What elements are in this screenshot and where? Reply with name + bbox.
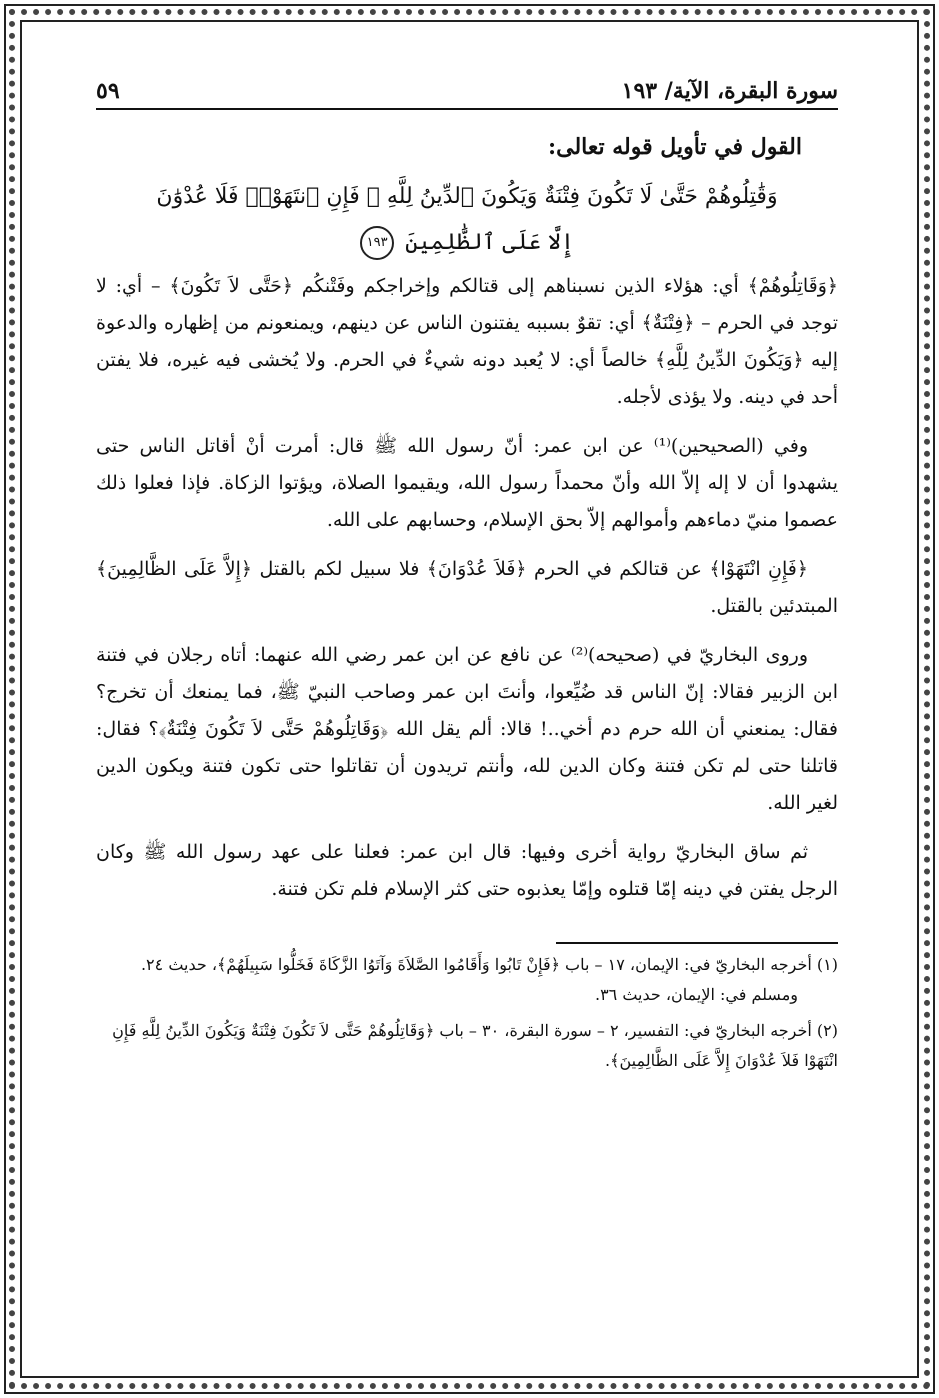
- section-heading: القول في تأويل قوله تعالى:: [548, 134, 802, 160]
- paragraph-4: وروى البخاريّ في (صحيحه)⁽²⁾ عن نافع عن ابن عمر رضي الله عنهما: أتاه رجلان في فتنة ابن الزبير فقالا: إنّ الناس قد ضُيِّعوا، وأنتَ ابن عمر وصاحب النبيّ ﷺ، فما يمنعك أن تخرج؟ فقال: يمنعني أن الله حرم دم أخي..! قالا: ألم يقل الله ﴿وَقَاتِلُوهُمْ حَتَّى لاَ تَكُونَ فِتْنَةٌ﴾؟ فقال: قاتلنا حتى لم تكن فتنة وكان الدين لله، وأنتم تريدون أن تقاتلوا حتى تكون فتنة ويكون الدين لغير الله.: [96, 644, 838, 814]
- paragraph-5: ثم ساق البخاريّ رواية أخرى وفيها: قال ابن عمر: فعلنا على عهد رسول الله ﷺ وكان الرجل يفتن في دينه إمّا قتلوه وإمّا يعذبوه حتى كثر الإسلام فلم تكن فتنة.: [96, 841, 838, 900]
- book-page: [96, 62, 838, 1352]
- page-number: ٥٩: [96, 78, 120, 104]
- verse-line-1: وَقَٰتِلُوهُمْ حَتَّىٰ لَا تَكُونَ فِتْنَةٌ وَيَكُونَ ٱلدِّينُ لِلَّهِ ۖ فَإِنِ ٱنتَهَوْا۟ فَلَا عُدْوَٰنَ: [156, 184, 778, 209]
- verse-line-2-text: إِلَّا عَلَى ٱلظَّٰلِمِينَ: [405, 230, 574, 255]
- footnote-divider: [556, 942, 838, 944]
- footnote-1-continuation: ومسلم في: الإيمان، حديث ٣٦.: [594, 985, 798, 1004]
- paragraph-1: ﴿وَقَاتِلُوهُمْ﴾ أي: هؤلاء الذين نسبناهم إلى قتالكم وإخراجكم وفَتْنكُم ﴿حَتَّى لاَ تَكُونَ﴾ – أي: لا توجد في الحرم – ﴿فِتْنَةٌ﴾ أي: تقوٌ بسببه يفتنون الناس عن دينهم، ويمنعونم من إظهاره والدعوة إليه ﴿وَيَكُونَ الدِّينُ لِلَّهِ﴾ خالصاً أي: لا يُعبد دونه شيءٌ في الحرم. ولا يُخشى فيه غيره، فلا يفتن أحد في دينه. ولا يؤذى لأجله.: [96, 275, 838, 408]
- running-header: [96, 62, 838, 110]
- footnote-2: (٢) أخرجه البخاريّ في: التفسير، ٢ – سورة البقرة، ٣٠ – باب ﴿وَقَاتِلُوهُمْ حَتَّى لاَ تَكُونَ فِتْنَةٌ وَيَكُونَ الدِّينُ لِلَّهِ فَإِنِ انْتَهَوْا فَلاَ عُدْوَانَ إِلاَّ عَلَى الظَّالِمِينَ﴾.: [112, 1021, 838, 1070]
- verse-number-badge: ١٩٣: [360, 226, 394, 260]
- paragraph-2: وفي (الصحيحين)⁽¹⁾ عن ابن عمر: أنّ رسول الله ﷺ قال: أمرت أنْ أقاتل الناس حتى يشهدوا أن لا إله إلاّ الله وأنّ محمداً رسول الله، ويقيموا الصلاة، ويؤتوا الزكاة. فإذا فعلوا ذلك عصموا منيّ دماءهم وأموالهم إلاّ بحق الإسلام، وحسابهم على الله.: [96, 435, 838, 531]
- footnote-1: (١) أخرجه البخاريّ في: الإيمان، ١٧ – باب ﴿فَإِنْ تَابُوا وَأَقَامُوا الصَّلاَةَ وَآتَوُا الزَّكَاةَ فَخَلُّوا سَبِيلَهُمْ﴾، حديث ٢٤.: [140, 955, 838, 974]
- quran-verse: [96, 174, 838, 266]
- verse-line-2: [96, 220, 838, 266]
- paragraph-3: ﴿فَإِنِ انْتَهَوْا﴾ عن قتالكم في الحرم ﴿فَلاَ عُدْوَانَ﴾ فلا سبيل لكم بالقتل ﴿إِلاَّ عَلَى الظَّالِمِينَ﴾ المبتدئين بالقتل.: [96, 558, 838, 617]
- header-title: سورة البقرة، الآية/ ١٩٣: [621, 78, 838, 104]
